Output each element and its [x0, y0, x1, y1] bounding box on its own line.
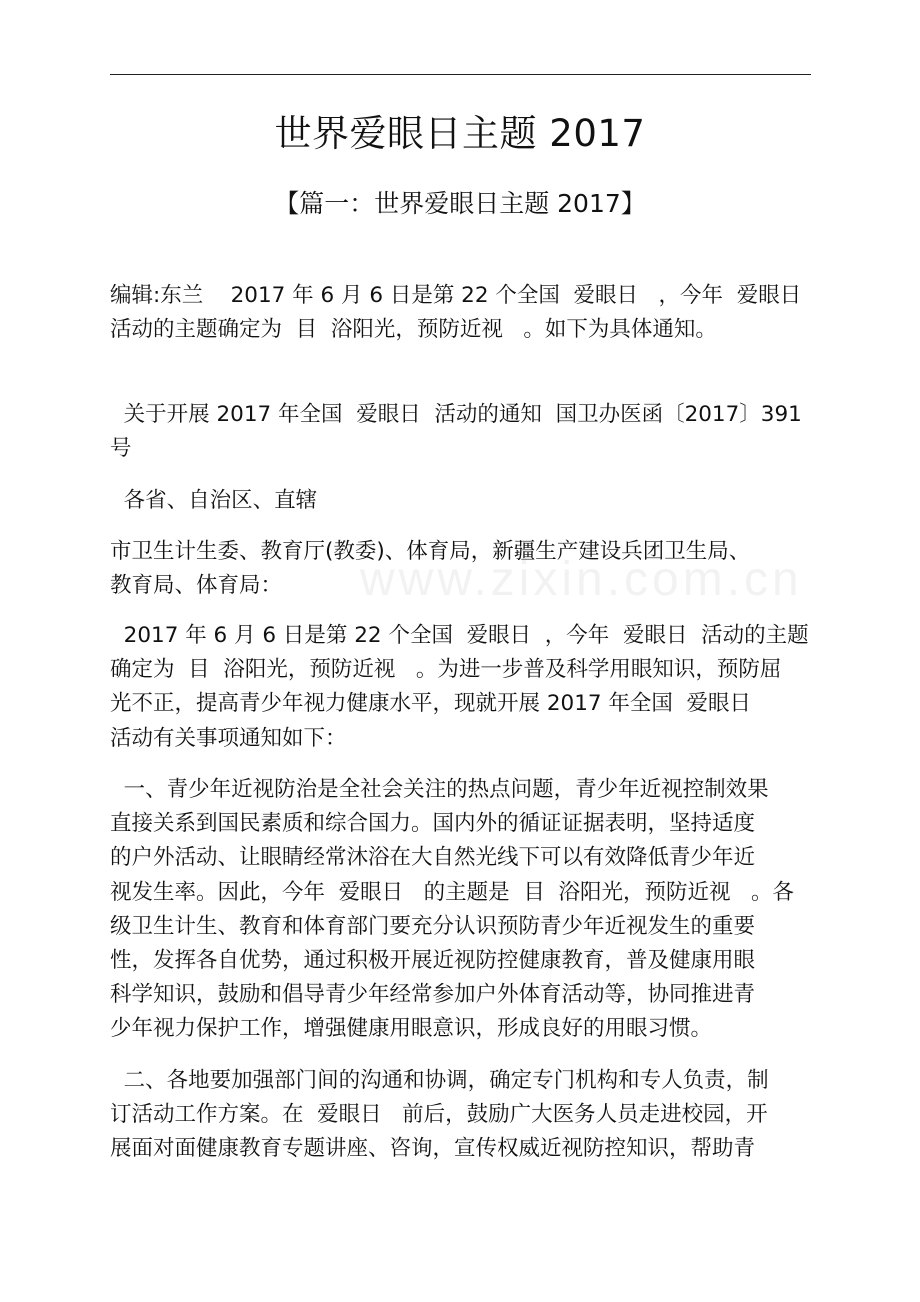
notice-title-paragraph: 关于开展 2017 年全国 爱眼日 活动的通知 国卫办医函〔2017〕391 号	[110, 402, 802, 462]
addressee-paragraph: 各省、自治区、直辖	[110, 488, 318, 513]
header-rule	[110, 74, 811, 75]
document-title: 世界爱眼日主题 2017	[274, 112, 646, 155]
body-paragraph: 一、青少年近视防治是全社会关注的热点问题，青少年近视控制效果 直接关系到国民素质和综合国力。国内外的循证证据表明，坚持适度 的户外活动、让眼睛经常沐浴在大自然光线下可以有效降低青少年近 视发生率。因此，今年 爱眼日 的主题是 目 浴阳光，预防近视 。各 级卫生计生、教育和体育部门要充分认识预防青少年近视发生的重要 性，发挥各自优势，通过积极开展近视防控健康教育，普及健康用眼 科学知识，鼓励和倡导青少年经常参加户外体育活动等，协同推进青 少年视力保护工作，增强健康用眼意识，形成良好的用眼习惯。	[110, 777, 795, 1042]
addressee-continued-paragraph: 市卫生计生委、教育厅(教委)、体育局，新疆生产建设兵团卫生局、 教育局、体育局：	[110, 539, 751, 599]
body-paragraph: 2017 年 6 月 6 日是第 22 个全国 爱眼日 ，今年 爱眼日 活动的主题 确定为 目 浴阳光，预防近视 。为进一步普及科学用眼知识，预防屈 光不正，提高青少年视力健康水平，现就开展 2017 年全国 爱眼日 活动有关事项通知如下：	[110, 623, 809, 751]
section-subtitle: 【篇一：世界爱眼日主题 2017】	[274, 189, 646, 218]
body-paragraph: 二、各地要加强部门间的沟通和协调，确定专门机构和专人负责，制 订活动工作方案。在 爱眼日 前后，鼓励广大医务人员走进校园，开 展面对面健康教育专题讲座、咨询，宣传权威近视防控知识，帮助青	[110, 1068, 769, 1162]
intro-paragraph: 编辑:东兰 2017 年 6 月 6 日是第 22 个全国 爱眼日 ，今年 爱眼日 活动的主题确定为 目 浴阳光，预防近视 。如下为具体通知。	[110, 283, 802, 343]
watermark-text: www.zixin.com.cn	[360, 553, 803, 606]
